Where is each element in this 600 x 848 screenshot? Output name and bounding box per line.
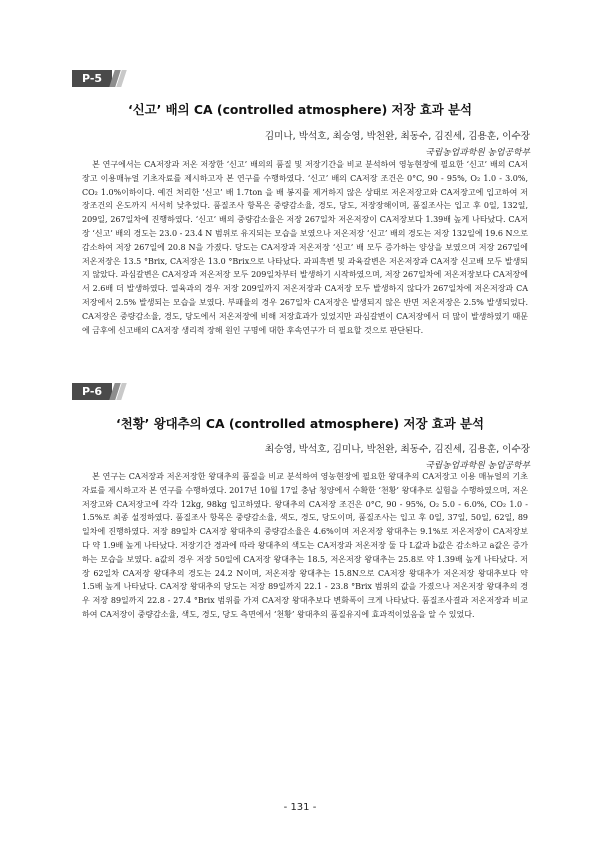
abstract-body-p6: 본 연구는 CA저장과 저온저장한 왕대추의 품질을 비교 분석하여 영농현장에 필요한 왕대추의 CA저장고 이용 매뉴얼의 기초자료를 제시하고자 본 연구를 수행하였다. 2017년 10월 17일 충남 청양에서 수확한 ‘천황’ 왕대추로 실험을 수행하였으며, 저온저장고와 CA저장고에 각각 12kg, 98kg 입고하였다. 왕대추의 CA저장 조건은 0°C, 90 - 95%, O₂ 5.0 - 6.0%, CO₂ 1.0 - 1.5%로 최종 설정하였다. 품질조사 항목은 중량감소율, 색도, 경도, 당도이며, 품질조사는 입고 후 0일, 37일, 50일, 62일, 89일차에 진행하였다. 저장 89일차 CA저장 왕대추의 중량감소율은 4.6%이며 저온저장 왕대추는 9.1%로 저온저장이 CA저장보다 약 1.9배 높게 나타났다. 저장기간 경과에 따라 왕대추의 색도는 CA저장과 저온저장 둘 다 L값과 b값은 감소하고 a값은 증가하는 모습을 보였다. a값의 경우 저장 50일에 CA저장 왕대추는 18.5, 저온저장 왕대추는 25.8로 약 1.39배 높게 나타났다. 저장 62일차 CA저장 왕대추의 경도는 24.2 N이며, 저온저장 왕대추는 15.8N으로 CA저장 왕대추가 저온저장 왕대추보다 약 1.5배 높게 나타났다. CA저장 왕대추의 당도는 저장 89일까지 22.1 - 23.8 °Brix 범위의 값을 가졌으나 저온저장 왕대추의 경우 저장 89일까지 22.8 - 27.4 °Brix 범위를 가져 CA저장 왕대추보다 변화폭이 크게 나타났다. 품질조사결과 저온저장과 비교하여 CA저장이 중량감소율, 색도, 경도, 당도 측면에서 ‘천황’ 왕대추의 품질유지에 효과적이었음을 알 수 있었다. xyxy=(82,472,528,619)
section-title-p6: ‘천황’ 왕대추의 CA (controlled atmosphere) 저장 효과 분석 xyxy=(116,416,484,431)
affiliation-p6: 국립농업과학원 농업공학부 xyxy=(425,461,530,471)
section-tag-label: P-5 xyxy=(72,70,112,87)
section-tag-p6 xyxy=(72,383,124,400)
page-number: - 131 - xyxy=(283,802,317,813)
authors-p6: 최승영, 박석호, 김미나, 박천완, 최동수, 김진세, 김용훈, 이수장 xyxy=(264,444,530,455)
abstract-body-p5: 본 연구에서는 CA저장과 저온 저장한 ‘신고’ 배의의 품질 및 저장기간을 비교 분석하여 영농현장에 필요한 ‘신고’ 배의 CA저장고 이용매뉴얼 기초자료를 제시하고자 본 연구를 수행하였다. ‘신고’ 배의 CA저장 조건은 0°C, 90 - 95%, O₂ 1.0 - 3.0%, CO₂ 1.0%이하이다. 예건 처리한 ‘신고’ 배 1.7ton 을 배 봉지를 제거하지 않은 상태로 저온저장고와 CA저장고에 입고하여 저장조건의 온도까지 서서히 낮추었다. 품질조사 항목은 중량감소율, 경도, 당도, 저장장해이며, 품질조사는 입고 후 0일, 132일, 209일, 267일차에 진행하였다. ‘신고’ 배의 중량감소율은 저장 267일차 저온저장이 CA저장보다 1.39배 높게 나타났다. CA저장 ‘신고’ 배의 경도는 23.0 - 23.4 N 범위로 유지되는 모습을 보였으나 저온저장 ‘신고’ 배의 경도는 저장 132일에 19.6 N으로 감소하여 저장 267일에 20.8 N을 가졌다. 당도는 CA저장과 저온저장 ‘신고’ 배 모두 증가하는 양상을 보였으며 저장 267일에 저온저장은 13.5 °Brix, CA저장은 13.0 °Brix으로 나타났다. 과피흑변 및 과육갈변은 저온저장과 CA저장 신고배 모두 발생되지 않았다. 과심갈변은 CA저장과 저온저장 모두 209일차부터 발생하기 시작하였으며, 저장 267일차에 저온저장보다 CA저장에서 2.6배 더 발생하였다. 열육과의 경우 저장 209일까지 저온저장과 CA저장 모두 발생하지 않다가 267일차에 저온저장과 CA저장에서 2.5% 발생되는 모습을 보였다. 부패율의 경우 267일차 CA저장은 발생되지 않은 반면 저온저장은 2.5% 발생되었다. CA저장은 중량감소율, 경도, 당도에서 저온저장에 비해 저장효과가 있었지만 과심갈변이 CA저장에서 더 많이 발생하였기 때문에 금후에 신고배의 CA저장 생리적 장해 원인 구명에 대한 후속연구가 더 필요할 것으로 판단된다. xyxy=(82,160,528,335)
authors-p5: 김미나, 박석호, 최승영, 박천완, 최동수, 김진세, 김용훈, 이수장 xyxy=(264,131,530,142)
section-tag-p5 xyxy=(72,70,124,87)
section-title-p5: ‘신고’ 배의 CA (controlled atmosphere) 저장 효과 분석 xyxy=(128,102,472,117)
section-tag-label: P-6 xyxy=(72,383,112,400)
affiliation-p5: 국립농업과학원 농업공학부 xyxy=(425,148,530,158)
